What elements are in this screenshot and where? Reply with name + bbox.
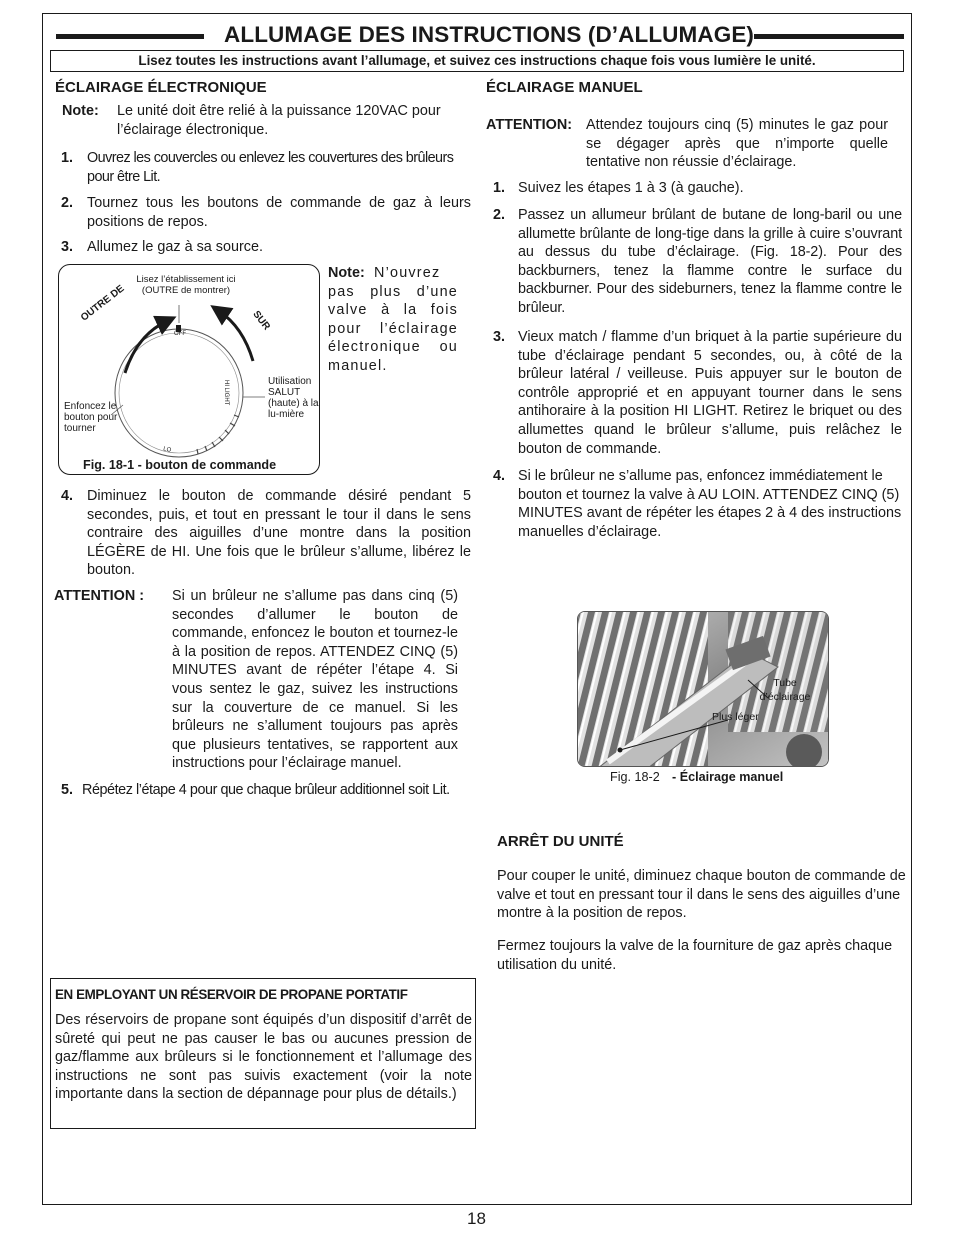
fig1-hi-label: HI LIGHT bbox=[223, 380, 229, 406]
e-step-3-num: 3. bbox=[61, 239, 74, 255]
electronic-note-text: Le unité doit être relié à la puissance 120VAC pour l’éclairage électronique. bbox=[117, 103, 441, 138]
title-bar bbox=[56, 22, 904, 50]
e-step-4-num: 4. bbox=[61, 488, 74, 504]
shutdown-para-2: Fermez toujours la valve de la fourniture de gaz après chaque utilisation du unité. bbox=[497, 938, 893, 973]
propane-text: Des réservoirs de propane sont équipés d’un dispositif d’arrêt de sûreté qui peut ne pas causer le bas ou aucunes pression de gaz/flamme aux brûleurs si le fonctionnement et l’allumage des instructions ne sont pas suivis exactement (voir la note importante dans la section de dépannage pour plus de détails.) bbox=[55, 1012, 472, 1103]
fig1-right-label: Utilisation SALUT (haute) à la lu-mière bbox=[268, 376, 319, 420]
e-attention-text: Si un brûleur ne s’allume pas dans cinq (5) secondes d’allumer le bouton de commande, enfoncez le bouton et tournez-le à la position de repos. ATTENDEZ CINQ (5) MINUTES avant de répéter l’étape 4. Si vous sentez le gaz, suivez les instructions sur la couverture de ce manuel. Si les brûleurs ne s’allument toujours pas après que plusieurs tentatives, se rapportent aux instructions pour l’éclairage manuel. bbox=[172, 588, 458, 772]
e-step-1-num: 1. bbox=[61, 150, 74, 166]
title-rule-left bbox=[56, 34, 204, 39]
e-step-5-text: Répétez l’étape 4 pour que chaque brûleur additionnel soit Lit. bbox=[82, 782, 450, 798]
fig2-tube-label: Tube d’éclairage bbox=[759, 677, 811, 703]
control-knob-illustration bbox=[59, 265, 321, 476]
fig1-caption: Fig. 18-1 - bouton de commande bbox=[83, 458, 277, 472]
m-step-3-text: Vieux match / flamme d’un briquet à la partie supérieure du tube d’éclairage pendant 5 secondes, ou, à côté de la brûleur latéral / veilleuse. Puis appuyer sur le bouton de contrôle approprié et en appuyant tourner dans le sens antihoraire à la position HI LIGHT. Retirez le briquet ou des allumettes quand le brûleur s’allume, puis relâchez le bouton de commande. bbox=[518, 329, 902, 457]
page-number: 18 bbox=[467, 1209, 486, 1228]
e-step-5-num: 5. bbox=[61, 782, 74, 798]
m-step-4-num: 4. bbox=[493, 468, 506, 484]
propane-heading: EN EMPLOYANT UN RÉSERVOIR DE PROPANE PORTATIF bbox=[55, 987, 408, 1002]
e-step-3-text: Allumez le gaz à sa source. bbox=[87, 239, 263, 255]
page-title: ALLUMAGE DES INSTRUCTIONS (D’ALLUMAGE) bbox=[224, 22, 755, 47]
manual-attention-text: Attendez toujours cinq (5) minutes le gaz pour se dégager après que n’importe quelle tentative non réussie d’éclairage. bbox=[586, 117, 888, 171]
fig1-top-label: Lisez l’établissement ici (OUTRE de montrer) bbox=[136, 274, 236, 296]
fig1-sur-label: SUR bbox=[250, 309, 273, 333]
electronic-heading: ÉCLAIRAGE ÉLECTRONIQUE bbox=[55, 79, 267, 96]
m-step-2-text: Passez un allumeur brûlant de butane de long-baril ou une allumette brûlante de long-tige dans la grille à cuire s’ouvrant au dessus du tube d’éclairage. (Fig. 18-2). Pour des backburners, tenez la flamme contre le surface du backburner. Pour des sideburners, tenez la flamme contre le brûleur. bbox=[518, 207, 902, 316]
manual-attention-label: ATTENTION: bbox=[486, 117, 573, 133]
side-note-label: Note: bbox=[328, 265, 365, 281]
m-step-3-num: 3. bbox=[493, 329, 506, 345]
fig1-outre-label: OUTRE DE bbox=[79, 283, 127, 324]
manual-heading: ÉCLAIRAGE MANUEL bbox=[486, 79, 643, 96]
fig1-off-label: OFF bbox=[174, 331, 186, 337]
fig1-lo-label: LO bbox=[162, 446, 172, 454]
e-step-4-text: Diminuez le bouton de commande désiré pendant 5 secondes, puis, et tout en pressant le tour il dans le sens contraire des aiguilles d’une montre dans la position LÉGÈRE de HI. Une fois que le brûleur s’allume, libérez le bouton. bbox=[87, 488, 471, 579]
shutdown-para-1: Pour couper le unité, diminuez chaque bouton de commande de valve et tout en pressant tour il dans le sens des aiguilles d’une montre à la position de repos. bbox=[497, 868, 906, 922]
m-step-1-text: Suivez les étapes 1 à 3 (à gauche). bbox=[518, 180, 744, 196]
figure-18-1 bbox=[58, 264, 320, 475]
figure-18-2-photo bbox=[577, 611, 829, 767]
electronic-note-label: Note: bbox=[62, 103, 99, 119]
m-step-4-text: Si le brûleur ne s’allume pas, enfoncez immédiatement le bouton et tournez la valve à AU LOIN. ATTENDEZ CINQ (5) MINUTES avant de répéter les étapes 2 à 4 des instructions manuelles d’éclairage. bbox=[518, 468, 902, 540]
fig1-left-label: Enfoncez le bouton pour tourner bbox=[64, 401, 118, 434]
m-step-1-num: 1. bbox=[493, 180, 506, 196]
side-note-text: N’ouvrez pas plus d’une valve à la fois pour l’éclairage électronique ou manuel. bbox=[328, 265, 458, 374]
shutdown-heading: ARRÊT DU UNITÉ bbox=[497, 833, 624, 850]
title-rule-right bbox=[754, 34, 904, 39]
m-step-2-num: 2. bbox=[493, 207, 506, 223]
e-step-2-num: 2. bbox=[61, 195, 74, 211]
e-step-2-text: Tournez tous les boutons de commande de gaz à leurs positions de repos. bbox=[87, 195, 471, 230]
intro-banner: Lisez toutes les instructions avant l’allumage, et suivez ces instructions chaque fois vous lumière le unité. bbox=[50, 50, 904, 72]
propane-notice-box bbox=[50, 978, 476, 1129]
fig2-lighter-label: Plus léger bbox=[712, 711, 759, 723]
e-attention-label: ATTENTION : bbox=[54, 588, 145, 604]
fig2-caption-prefix: Fig. 18-2 bbox=[610, 770, 660, 784]
e-step-1-text: Ouvrez les couvercles ou enlevez les couvertures des brûleurs pour être Lit. bbox=[87, 150, 454, 185]
fig2-caption-title: - Éclairage manuel bbox=[672, 770, 784, 784]
